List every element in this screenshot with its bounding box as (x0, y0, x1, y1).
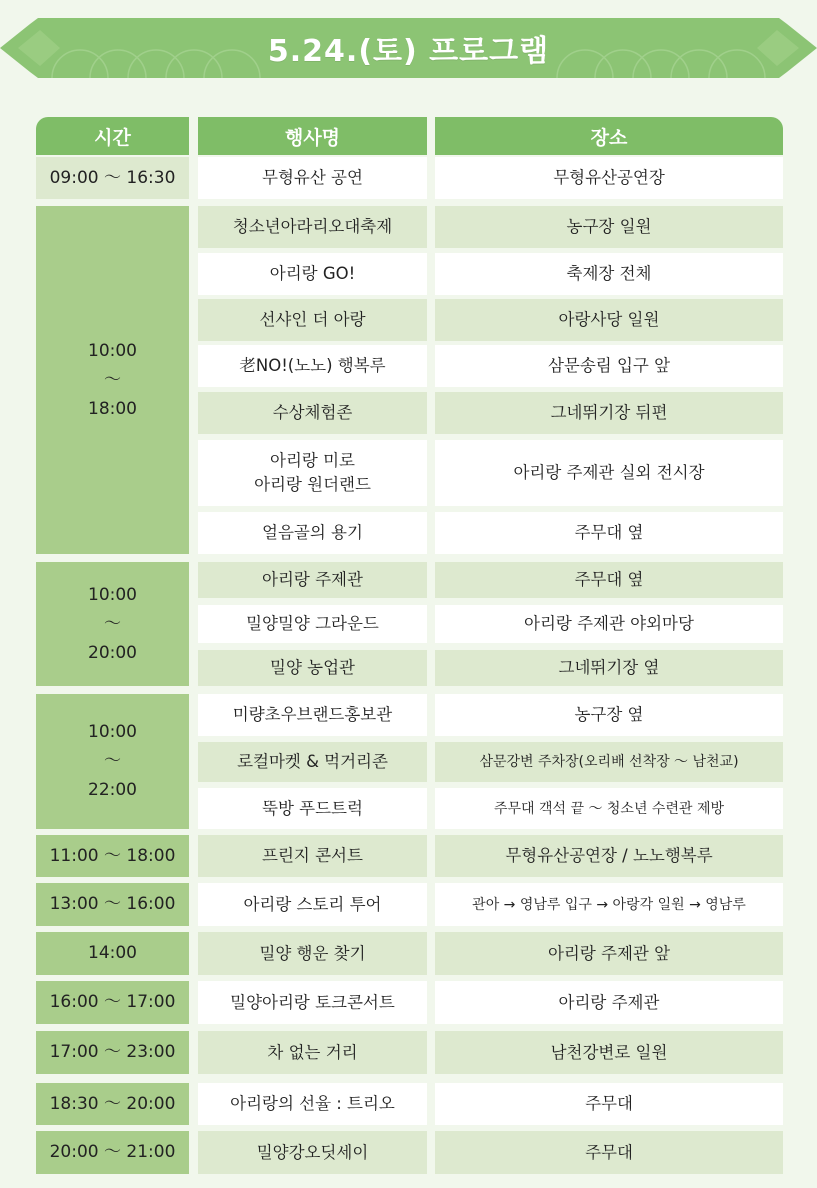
time-label: 10:00 ～ 22:00 (88, 722, 137, 800)
place-cell: 농구장 옆 (435, 694, 783, 736)
event-cell: 무형유산 공연 (198, 157, 427, 199)
event-cell: 밀양 농업관 (198, 650, 427, 686)
time-cell (36, 157, 189, 199)
time-label: 13:00 ～ 16:00 (49, 894, 176, 914)
place-cell: 농구장 일원 (435, 206, 783, 248)
event-cell: 아리랑의 선율 : 트리오 (198, 1083, 427, 1125)
event-cell: 밀양 행운 찾기 (198, 932, 427, 975)
place-cell: 주무대 옆 (435, 512, 783, 554)
event-cell: 아리랑 주제관 (198, 562, 427, 598)
place-cell: 주무대 (435, 1083, 783, 1125)
event-cell: 老NO!(노노) 행복루 (198, 345, 427, 387)
event-cell: 로컬마켓 & 먹거리존 (198, 742, 427, 782)
header-event: 행사명 (198, 117, 427, 155)
time-label: 09:00 ～ 16:30 (49, 167, 176, 188)
place-cell: 아랑사당 일원 (435, 299, 783, 341)
place-cell: 주무대 객석 끝 ～ 청소년 수련관 제방 (435, 788, 783, 829)
time-cell (36, 562, 189, 686)
event-cell: 청소년아라리오대축제 (198, 206, 427, 248)
place-cell: 그네뛰기장 뒤편 (435, 392, 783, 434)
event-cell: 밀양밀양 그라운드 (198, 605, 427, 643)
place-cell: 축제장 전체 (435, 253, 783, 295)
event-cell: 아리랑 미로 아리랑 원더랜드 (198, 440, 427, 506)
place-cell: 관아 → 영남루 입구 → 아랑각 일원 → 영남루 (435, 883, 783, 926)
event-cell: 뚝방 푸드트럭 (198, 788, 427, 829)
page-title: 5.24.(토) 프로그램 (267, 34, 550, 69)
event-cell: 아리랑 스토리 투어 (198, 883, 427, 926)
header-place: 장소 (435, 117, 783, 155)
time-label: 10:00 ～ 20:00 (88, 584, 137, 663)
time-label: 18:30 ～ 20:00 (49, 1093, 176, 1114)
event-cell: 밀양아리랑 토크콘서트 (198, 981, 427, 1024)
time-label: 14:00 (88, 943, 137, 963)
time-cell (36, 932, 189, 975)
place-cell: 아리랑 주제관 실외 전시장 (435, 440, 783, 506)
event-cell: 밀양강오딧세이 (198, 1131, 427, 1174)
place-cell: 삼문송림 입구 앞 (435, 345, 783, 387)
time-cell (36, 694, 189, 829)
title-banner (0, 18, 817, 78)
place-cell: 주무대 (435, 1131, 783, 1174)
time-cell (36, 835, 189, 877)
place-cell: 아리랑 주제관 앞 (435, 932, 783, 975)
place-cell: 무형유산공연장 (435, 157, 783, 199)
place-cell: 아리랑 주제관 야외마당 (435, 605, 783, 643)
event-cell: 선샤인 더 아랑 (198, 299, 427, 341)
event-cell: 수상체험존 (198, 392, 427, 434)
place-cell: 아리랑 주제관 (435, 981, 783, 1024)
event-cell: 프린지 콘서트 (198, 835, 427, 877)
time-cell (36, 981, 189, 1024)
time-label: 20:00 ～ 21:00 (49, 1142, 176, 1162)
event-cell: 얼음골의 용기 (198, 512, 427, 554)
event-cell: 아리랑 GO! (198, 253, 427, 295)
place-cell: 삼문강변 주차장(오리배 선착장 ～ 남천교) (435, 742, 783, 782)
time-label: 17:00 ～ 23:00 (49, 1042, 176, 1062)
time-cell (36, 206, 189, 554)
event-cell: 미량초우브랜드홍보관 (198, 694, 427, 736)
time-cell (36, 1131, 189, 1174)
time-label: 10:00 ～ 18:00 (88, 340, 137, 419)
time-label: 16:00 ～ 17:00 (49, 992, 176, 1012)
place-cell: 주무대 옆 (435, 562, 783, 598)
place-cell: 남천강변로 일원 (435, 1031, 783, 1074)
time-cell (36, 1083, 189, 1125)
place-cell: 무형유산공연장 / 노노행복루 (435, 835, 783, 877)
time-cell (36, 883, 189, 926)
place-cell: 그네뛰기장 옆 (435, 650, 783, 686)
header-time: 시간 (36, 117, 189, 155)
time-cell (36, 1031, 189, 1074)
time-label: 11:00 ～ 18:00 (49, 845, 176, 866)
event-cell: 차 없는 거리 (198, 1031, 427, 1074)
